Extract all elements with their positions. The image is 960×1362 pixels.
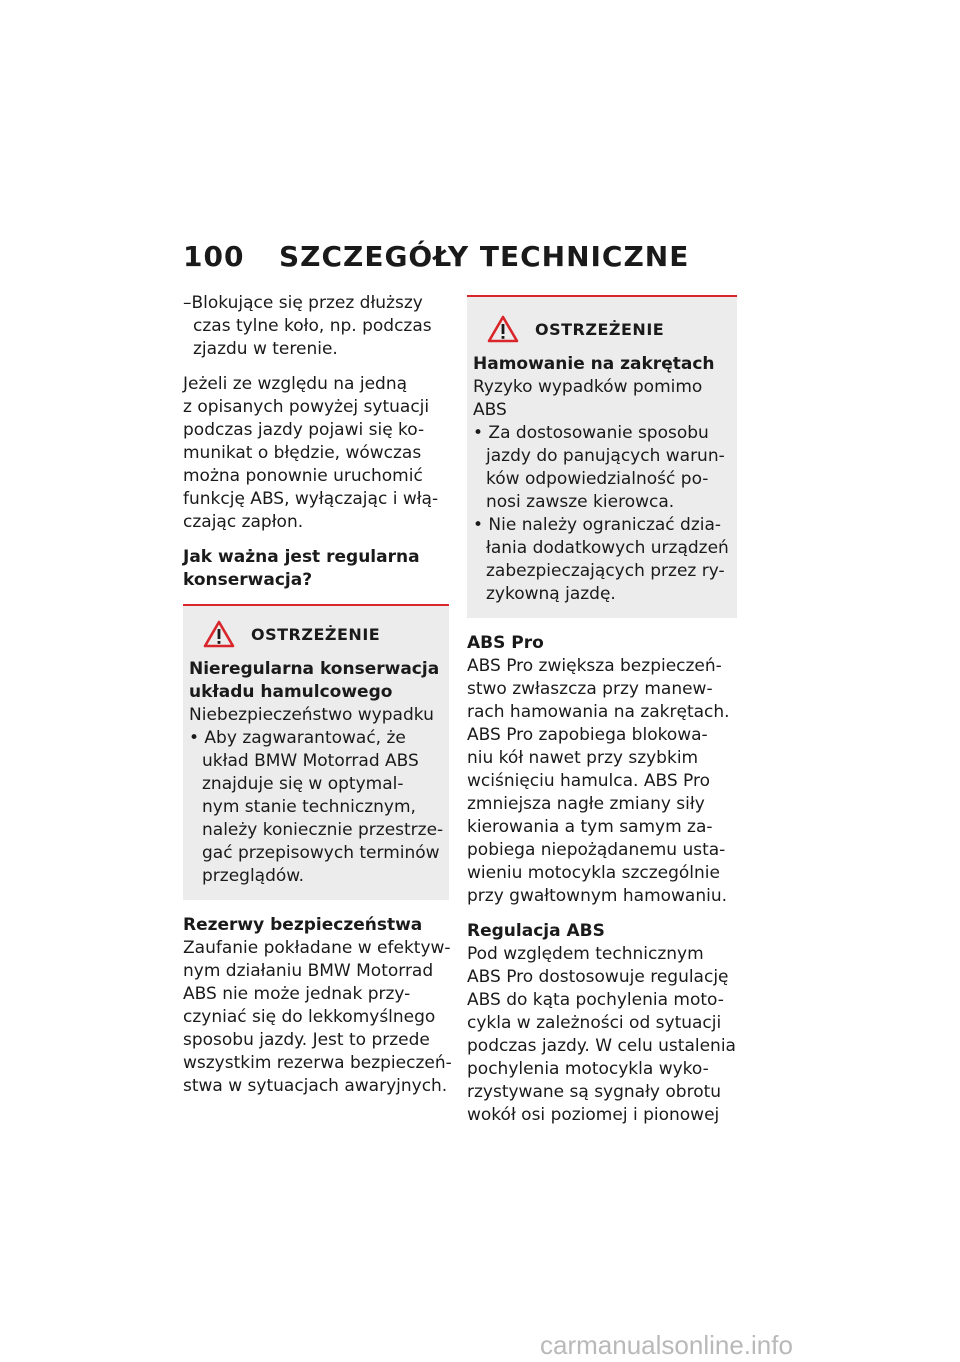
warning-bullet — [473, 422, 731, 514]
paragraph-abs-restart — [183, 373, 449, 534]
text-line: czyniać się do lekkomyślnego — [183, 1007, 436, 1027]
warning-label: OSTRZEŻENIE — [251, 624, 381, 644]
paragraph-safety-reserves — [183, 937, 452, 1098]
warning-triangle-icon — [487, 315, 519, 343]
text-line: Rezerwy bezpieczeństwa — [183, 915, 423, 935]
warning-box-maintenance — [183, 604, 449, 900]
text-line: cykla w zależności od sytuacji — [467, 1013, 722, 1033]
warning-triangle-icon — [203, 620, 235, 648]
text-line: należy koniecznie przestrze- — [202, 820, 444, 840]
text-line: funkcję ABS, wyłączając i włą- — [183, 489, 439, 509]
text-line: ABS nie może jednak przy- — [183, 984, 411, 1004]
text-line: Jeżeli ze względu na jedną — [183, 374, 408, 394]
text-line: ABS do kąta pochylenia moto- — [467, 990, 724, 1010]
text-line: znajduje się w optymal- — [202, 774, 404, 794]
text-line: pochylenia motocykla wyko- — [467, 1059, 709, 1079]
text-line: stwo zwłaszcza przy manew- — [467, 679, 713, 699]
text-line: Niebezpieczeństwo wypadku — [189, 705, 434, 725]
text-line: wciśnięciu hamulca. ABS Pro — [467, 771, 711, 791]
text-line: podczas jazdy. W celu ustalenia — [467, 1036, 736, 1056]
text-line: kierowania a tym samym za- — [467, 817, 713, 837]
warning-box-cornering — [467, 295, 737, 618]
heading-abs-pro — [467, 632, 737, 655]
text-line: przeglądów. — [202, 866, 305, 886]
text-line: rach hamowania na zakrętach. — [467, 702, 730, 722]
warning-title — [189, 658, 443, 704]
heading-safety-reserves — [183, 914, 449, 937]
text-line: ABS — [473, 400, 507, 420]
text-line: układ BMW Motorrad ABS — [202, 751, 419, 771]
heading-maintenance — [183, 546, 449, 592]
text-line: wieniu motocykla szczególnie — [467, 863, 720, 883]
text-line: Ryzyko wypadków pomimo — [473, 377, 703, 397]
text-line: Jak ważna jest regularna — [183, 547, 420, 567]
text-line: zjazdu w terenie. — [193, 339, 338, 359]
warning-subtitle — [473, 376, 731, 422]
left-column — [183, 292, 452, 1110]
text-line: nym stanie technicznym, — [202, 797, 416, 817]
warning-label: OSTRZEŻENIE — [535, 319, 665, 339]
page-title: SZCZEGÓŁY TECHNICZNE — [279, 240, 690, 273]
text-line: Nieregularna konserwacja — [189, 659, 440, 679]
text-line: • Nie należy ograniczać dzia- — [473, 515, 722, 535]
warning-bullet — [189, 727, 443, 888]
text-line: zykowną jazdę. — [486, 584, 616, 604]
text-line: Zaufanie pokładane w efektyw- — [183, 938, 451, 958]
text-line: Hamowanie na zakrętach — [473, 354, 715, 374]
text-line: ABS Pro zapobiega blokowa- — [467, 725, 708, 745]
text-line: • Za dostosowanie sposobu — [473, 423, 709, 443]
warning-title — [473, 353, 731, 376]
text-line: przy gwałtownym hamowaniu. — [467, 886, 728, 906]
heading-abs-regulation — [467, 920, 737, 943]
text-line: wokół osi poziomej i pionowej — [467, 1105, 720, 1125]
warning-bullet — [473, 514, 731, 606]
text-line: munikat o błędzie, wówczas — [183, 443, 422, 463]
text-line: układu hamulcowego — [189, 682, 393, 702]
text-line: czas tylne koło, np. podczas — [193, 316, 432, 336]
paragraph-abs-pro — [467, 655, 737, 908]
text-line: Pod względem technicznym — [467, 944, 704, 964]
text-line: łania dodatkowych urządzeń — [486, 538, 729, 558]
text-line: jazdy do panujących warun- — [486, 446, 725, 466]
text-line: ABS Pro zwiększa bezpieczeń- — [467, 656, 722, 676]
text-line: gać przepisowych terminów — [202, 843, 440, 863]
warning-subtitle — [189, 704, 443, 727]
text-line: zmniejsza nagłe zmiany siły — [467, 794, 705, 814]
watermark: carmanualsonline.info — [540, 1330, 793, 1360]
text-line: ABS Pro dostosowuje regulację — [467, 967, 729, 987]
text-line: ków odpowiedzialność po- — [486, 469, 709, 489]
text-line: można ponownie uruchomić — [183, 466, 423, 486]
text-line: wszystkim rezerwa bezpieczeń- — [183, 1053, 452, 1073]
page-number: 100 — [183, 240, 245, 273]
text-line: nym działaniu BMW Motorrad — [183, 961, 434, 981]
text-line: –Blokujące się przez dłuższy — [183, 293, 423, 313]
text-line: z opisanych powyżej sytuacji — [183, 397, 430, 417]
text-line: niu kół nawet przy szybkim — [467, 748, 699, 768]
text-line: Regulacja ABS — [467, 921, 605, 941]
page-header — [183, 240, 689, 273]
text-line: nosi zawsze kierowca. — [486, 492, 675, 512]
text-line: czając zapłon. — [183, 512, 304, 532]
dash-list-item — [183, 292, 449, 361]
text-line: rzystywane są sygnały obrotu — [467, 1082, 722, 1102]
right-column — [467, 295, 737, 1139]
text-line: ABS Pro — [467, 633, 544, 653]
text-line: stwa w sytuacjach awaryjnych. — [183, 1076, 448, 1096]
text-line: konserwacja? — [183, 570, 313, 590]
text-line: zabezpieczających przez ry- — [486, 561, 725, 581]
text-line: podczas jazdy pojawi się ko- — [183, 420, 425, 440]
text-line: • Aby zagwarantować, że — [189, 728, 406, 748]
text-line: pobiega niepożądanemu usta- — [467, 840, 726, 860]
text-line: sposobu jazdy. Jest to przede — [183, 1030, 430, 1050]
paragraph-abs-regulation — [467, 943, 737, 1127]
